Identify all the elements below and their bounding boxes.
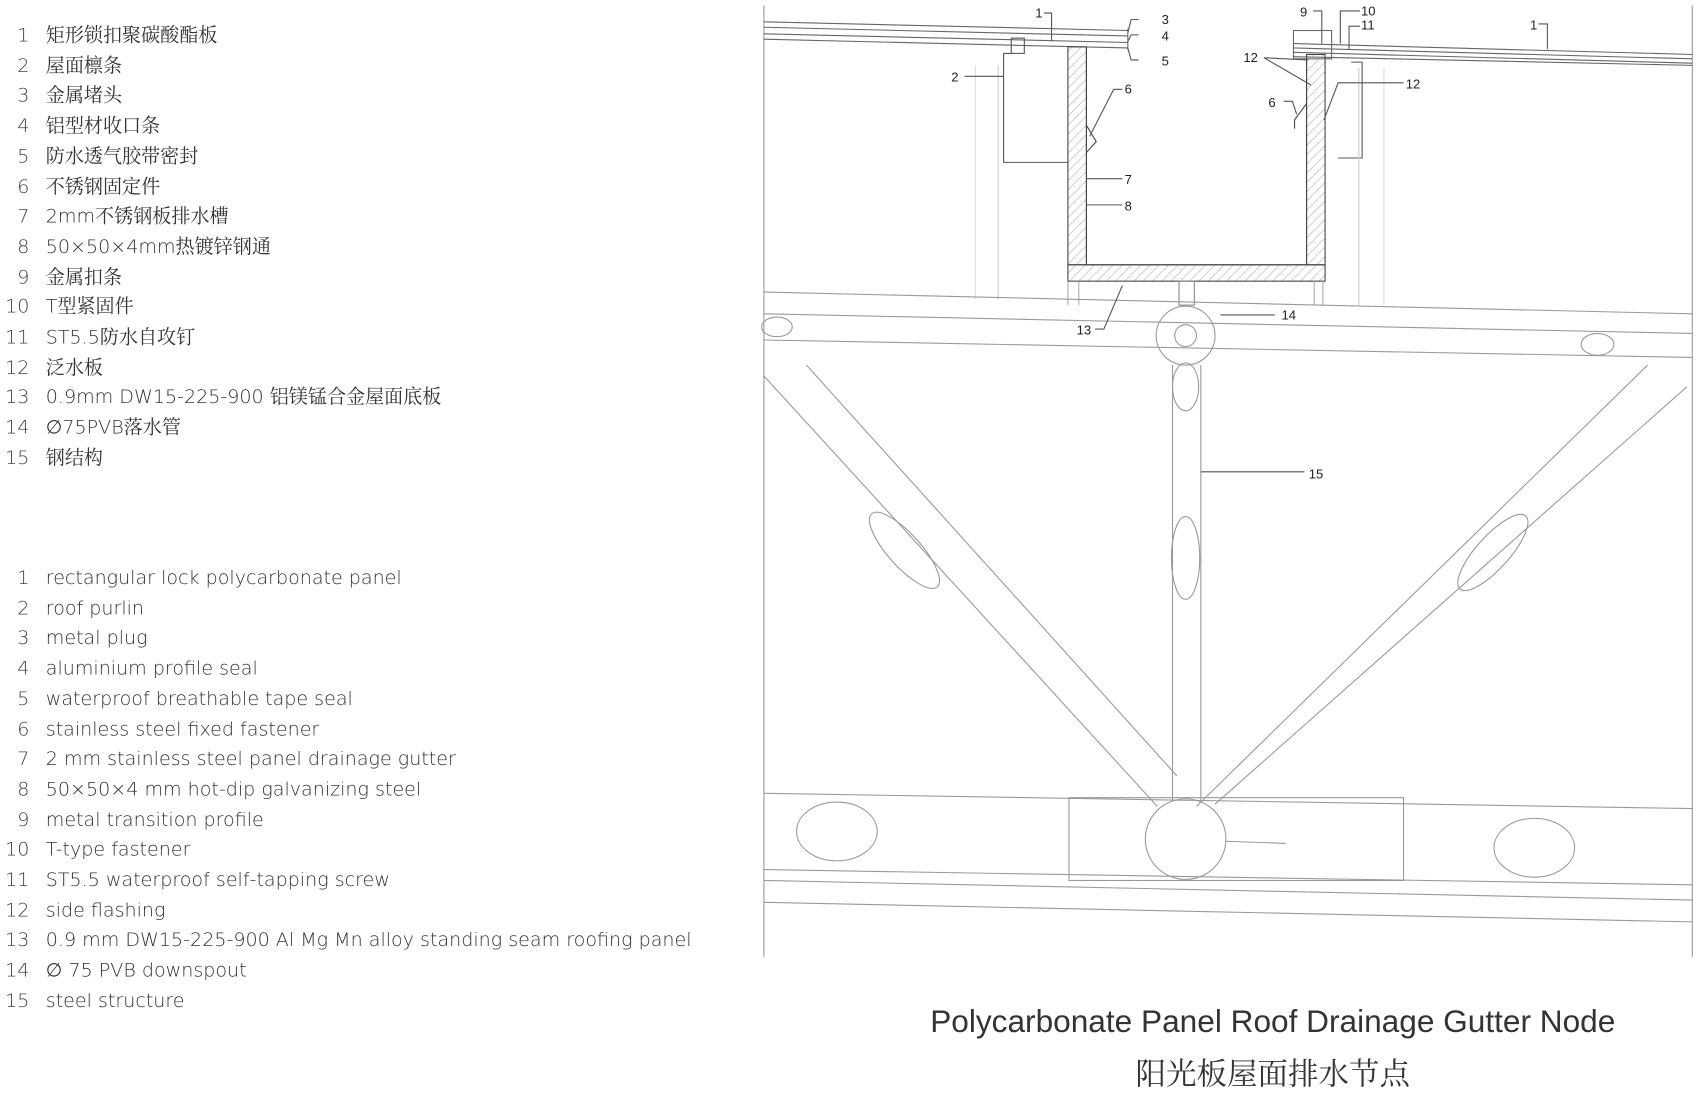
legend-item-number: 2	[17, 597, 30, 620]
legend-item-label: ST5.5防水自攻钉	[45, 326, 196, 349]
callout-1-right: 1	[1529, 17, 1538, 33]
callout-13: 13	[1076, 322, 1092, 338]
legend-item-label: 矩形锁扣聚碳酸酯板	[45, 25, 218, 47]
legend-item-label: 不锈钢固定件	[45, 175, 161, 198]
legend-item-number: 4	[17, 115, 30, 138]
steel-brace-right	[1196, 365, 1686, 806]
legend-item-label: 0.9mm DW15-225-900 铝镁锰合金屋面底板	[45, 387, 442, 410]
legend-item-number: 1	[17, 25, 30, 47]
legend-item-label: 0.9 mm DW15-225-900 Al Mg Mn alloy standing seam roofing panel	[45, 929, 692, 952]
legend-item-label: rectangular lock polycarbonate panel	[45, 567, 402, 590]
legend-item-number: 8	[17, 236, 30, 259]
polycarbonate-panel-right	[1293, 31, 1692, 66]
legend-item-number: 14	[5, 417, 30, 440]
legend-item-number: 10	[5, 296, 30, 319]
callout-6-right: 6	[1268, 94, 1276, 110]
legend-item-label: 钢结构	[45, 447, 103, 470]
steel-beam-bottom	[764, 793, 1692, 922]
legend-item-number: 12	[5, 899, 30, 922]
callout-7: 7	[1124, 172, 1132, 188]
steel-post	[1171, 363, 1200, 801]
legend-item-number: 7	[17, 748, 30, 771]
legend-item-number: 15	[5, 990, 30, 1013]
legend-item-label: stainless steel fixed fastener	[45, 718, 320, 741]
legend-item-number: 11	[5, 869, 30, 892]
legend-item-number: 3	[17, 85, 30, 108]
legend-item-number: 13	[5, 929, 30, 952]
legend-item-label: metal plug	[45, 628, 148, 650]
legend-item-number: 5	[17, 145, 30, 168]
legend-item-number: 4	[17, 658, 30, 681]
legend-item-label: 50×50×4 mm hot-dip galvanizing steel	[45, 779, 422, 801]
legend-item-label: 屋面檩条	[45, 55, 123, 78]
callout-8: 8	[1124, 198, 1132, 214]
callout-14: 14	[1281, 307, 1297, 323]
legend-item-number: 1	[17, 567, 30, 590]
legend-item-number: 8	[17, 779, 30, 801]
purlin-left	[1004, 53, 1068, 162]
legend-item-label: T型紧固件	[45, 296, 134, 319]
legend-item-label: steel structure	[45, 990, 185, 1013]
legend-item-label: ∅ 75 PVB downspout	[45, 960, 247, 982]
legend-item-number: 15	[5, 447, 30, 470]
legend-item-label: 防水透气胶带密封	[45, 145, 199, 168]
legend-item-label: aluminium profile seal	[45, 658, 258, 681]
legend-item-label: 50×50×4mm热镀锌钢通	[45, 236, 271, 259]
legend-item-label: T-type fastener	[45, 839, 191, 862]
legend-item-number: 6	[17, 175, 30, 198]
legend-item-number: 9	[17, 809, 30, 831]
legend-item-number: 12	[5, 357, 30, 379]
callout-2: 2	[951, 69, 959, 85]
callout-5: 5	[1161, 53, 1169, 69]
legend-item-number: 5	[17, 688, 30, 711]
legend-item-label: 2 mm stainless steel panel drainage gutter	[45, 748, 456, 771]
callout-6-left: 6	[1124, 81, 1132, 97]
legend-item-label: side flashing	[45, 899, 166, 922]
callout-11: 11	[1361, 17, 1375, 33]
steel-beam-top	[762, 292, 1693, 365]
callout-3: 3	[1161, 11, 1169, 27]
drawing-title-english: Polycarbonate Panel Roof Drainage Gutter Node	[930, 1004, 1616, 1040]
legend-item-label: metal transition profile	[45, 809, 264, 831]
legend-item-number: 7	[17, 206, 30, 228]
legend-item-number: 9	[17, 266, 30, 289]
legend-item-number: 11	[5, 326, 30, 349]
callout-4: 4	[1161, 28, 1169, 44]
callout-labels	[951, 3, 1537, 481]
callout-12-right: 12	[1405, 76, 1421, 92]
steel-brace-left	[764, 365, 1177, 806]
legend-item-label: ∅75PVB落水管	[45, 417, 181, 440]
legend-item-label: ST5.5 waterproof self-tapping screw	[45, 869, 390, 892]
legend-item-label: 金属堵头	[45, 85, 123, 108]
legend-item-number: 3	[17, 628, 30, 650]
callout-1-left: 1	[1035, 5, 1043, 21]
legend-item-number: 6	[17, 718, 30, 741]
legend-item-number: 14	[5, 960, 30, 982]
legend-item-label: 泛水板	[45, 357, 103, 379]
legend-item-label: 铝型材收口条	[45, 115, 161, 138]
legend-item-label: 2mm不锈钢板排水槽	[45, 206, 229, 228]
callout-9: 9	[1300, 4, 1308, 20]
legend-item-label: roof purlin	[45, 597, 145, 620]
legend-item-number: 10	[5, 839, 30, 862]
legend-item-number: 13	[5, 387, 30, 410]
legend-item-number: 2	[17, 55, 30, 78]
drainage-gutter	[1068, 47, 1325, 305]
callout-10: 10	[1361, 3, 1376, 19]
legend-item-label: 金属扣条	[45, 266, 123, 289]
callout-15: 15	[1308, 466, 1324, 482]
legend-item-label: waterproof breathable tape seal	[45, 688, 353, 711]
polycarbonate-panel-left	[764, 22, 1128, 50]
callout-12-left: 12	[1243, 50, 1258, 66]
drawing-title-chinese: 阳光板屋面排水节点	[1135, 1055, 1411, 1092]
